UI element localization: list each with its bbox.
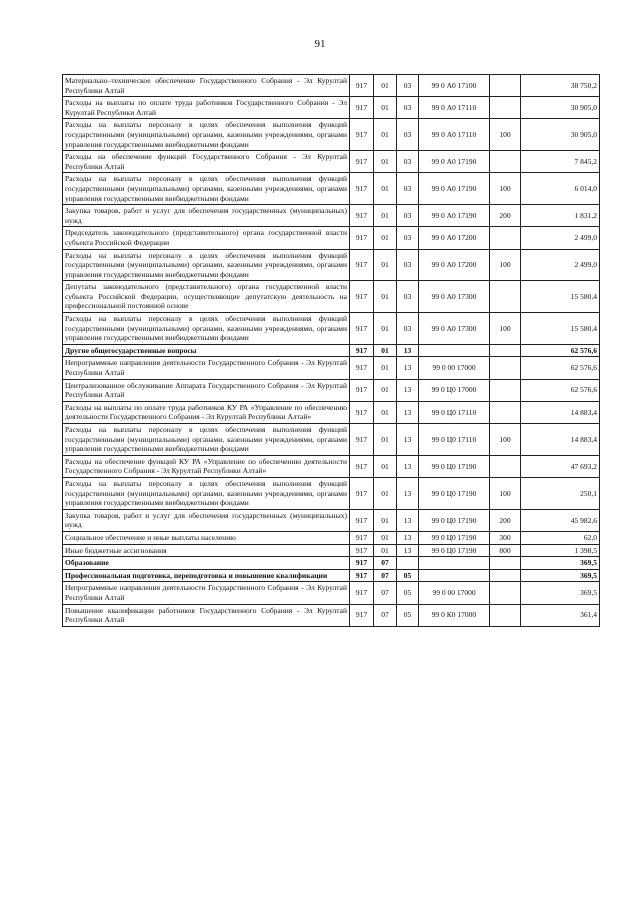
- amount-cell: 14 883,4: [521, 424, 600, 456]
- expense-type-cell: 100: [490, 477, 521, 509]
- amount-cell: 14 883,4: [521, 401, 600, 423]
- target-article-cell: [419, 557, 490, 570]
- row-name-cell: Образование: [63, 557, 350, 570]
- subsection-code-cell: 13: [397, 509, 419, 531]
- expense-type-cell: [490, 151, 521, 173]
- target-article-cell: 99 0 А0 17190: [419, 173, 490, 205]
- expense-type-cell: [490, 455, 521, 477]
- amount-cell: 369,5: [521, 569, 600, 582]
- amount-cell: 6 014,0: [521, 173, 600, 205]
- section-code-cell: 01: [374, 119, 397, 151]
- page-number: 91: [314, 38, 326, 50]
- expense-type-cell: [490, 75, 521, 97]
- expense-type-cell: 200: [490, 205, 521, 227]
- row-name-cell: Председатель законодательного (представительного) органа государственной власти субъекта Российской Федерации: [63, 227, 350, 249]
- row-name-cell: Расходы на выплаты персоналу в целях обеспечения выполнения функций государственными (муниципальными) органами, казенными учреждениями, органами управления государственными внебюджетными фондами: [63, 173, 350, 205]
- department-code-cell: 917: [350, 173, 374, 205]
- row-name-cell: Профессиональная подготовка, переподготовка и повышение квалификации: [63, 569, 350, 582]
- section-code-cell: 01: [374, 455, 397, 477]
- subsection-code-cell: 05: [397, 569, 419, 582]
- department-code-cell: 917: [350, 313, 374, 345]
- department-code-cell: 917: [350, 379, 374, 401]
- amount-cell: 38 750,2: [521, 75, 600, 97]
- subsection-code-cell: 03: [397, 173, 419, 205]
- amount-cell: 7 845,2: [521, 151, 600, 173]
- target-article-cell: 99 0 Ц0 17190: [419, 455, 490, 477]
- section-code-cell: 07: [374, 604, 397, 626]
- subsection-code-cell: 03: [397, 227, 419, 249]
- row-name-cell: Социальное обеспечение и иные выплаты населению: [63, 531, 350, 544]
- row-name-cell: Расходы на выплаты по оплате труда работников КУ РА «Управление по обеспечению деятельности Государственного Собрания - Эл Курултай Республики Алтай»: [63, 401, 350, 423]
- department-code-cell: 917: [350, 227, 374, 249]
- subsection-code-cell: 03: [397, 75, 419, 97]
- table-row: [63, 477, 600, 509]
- department-code-cell: 917: [350, 477, 374, 509]
- table-row: [63, 249, 600, 281]
- department-code-cell: 917: [350, 531, 374, 544]
- table-row: [63, 604, 600, 626]
- amount-cell: 62 576,6: [521, 344, 600, 357]
- amount-cell: 2 499,0: [521, 227, 600, 249]
- target-article-cell: 99 0 А0 17190: [419, 151, 490, 173]
- section-code-cell: 01: [374, 75, 397, 97]
- row-name-cell: Иные бюджетные ассигнования: [63, 544, 350, 557]
- target-article-cell: [419, 344, 490, 357]
- table-row: [63, 401, 600, 423]
- section-code-cell: 01: [374, 531, 397, 544]
- subsection-code-cell: 05: [397, 604, 419, 626]
- row-name-cell: Закупка товаров, работ и услуг для обеспечения государственных (муниципальных) нужд: [63, 205, 350, 227]
- expense-type-cell: [490, 379, 521, 401]
- expense-type-cell: 100: [490, 424, 521, 456]
- expense-type-cell: 100: [490, 249, 521, 281]
- table-row: [63, 205, 600, 227]
- section-code-cell: 01: [374, 477, 397, 509]
- amount-cell: 2 499,0: [521, 249, 600, 281]
- section-code-cell: 07: [374, 582, 397, 604]
- section-code-cell: 01: [374, 97, 397, 119]
- department-code-cell: 917: [350, 455, 374, 477]
- target-article-cell: 99 0 А0 17300: [419, 281, 490, 313]
- target-article-cell: 99 0 А0 17300: [419, 313, 490, 345]
- amount-cell: 62,0: [521, 531, 600, 544]
- subsection-code-cell: 13: [397, 424, 419, 456]
- table-row: [63, 569, 600, 582]
- amount-cell: 15 580,4: [521, 281, 600, 313]
- section-code-cell: 01: [374, 401, 397, 423]
- table-row: [63, 313, 600, 345]
- section-code-cell: 01: [374, 151, 397, 173]
- department-code-cell: 917: [350, 249, 374, 281]
- section-code-cell: 01: [374, 205, 397, 227]
- expense-type-cell: [490, 357, 521, 379]
- expense-type-cell: [490, 97, 521, 119]
- subsection-code-cell: 13: [397, 357, 419, 379]
- department-code-cell: 917: [350, 557, 374, 570]
- budget-table: [62, 74, 600, 627]
- table-row: [63, 227, 600, 249]
- section-code-cell: 01: [374, 509, 397, 531]
- department-code-cell: 917: [350, 75, 374, 97]
- department-code-cell: 917: [350, 569, 374, 582]
- amount-cell: 45 982,6: [521, 509, 600, 531]
- subsection-code-cell: 13: [397, 531, 419, 544]
- target-article-cell: 99 0 К0 17000: [419, 604, 490, 626]
- amount-cell: 15 580,4: [521, 313, 600, 345]
- target-article-cell: 99 0 00 17000: [419, 582, 490, 604]
- target-article-cell: 99 0 Ц0 17190: [419, 544, 490, 557]
- table-row: [63, 582, 600, 604]
- department-code-cell: 917: [350, 424, 374, 456]
- expense-type-cell: [490, 582, 521, 604]
- department-code-cell: 917: [350, 401, 374, 423]
- amount-cell: 250,1: [521, 477, 600, 509]
- amount-cell: 369,5: [521, 557, 600, 570]
- subsection-code-cell: 03: [397, 313, 419, 345]
- row-name-cell: Расходы на обеспечение функций Государственного Собрания - Эл Курултай Республики Алтай: [63, 151, 350, 173]
- table-row: [63, 509, 600, 531]
- section-code-cell: 07: [374, 569, 397, 582]
- section-code-cell: 01: [374, 227, 397, 249]
- department-code-cell: 917: [350, 281, 374, 313]
- table-row: [63, 97, 600, 119]
- department-code-cell: 917: [350, 544, 374, 557]
- table-row: [63, 455, 600, 477]
- section-code-cell: 07: [374, 557, 397, 570]
- row-name-cell: Расходы на обеспечение функций КУ РА «Управление по обеспечению деятельности Государственного Собрания - Эл Курултай Республики Алтай»: [63, 455, 350, 477]
- department-code-cell: 917: [350, 119, 374, 151]
- subsection-code-cell: 13: [397, 544, 419, 557]
- amount-cell: 30 905,0: [521, 119, 600, 151]
- subsection-code-cell: 03: [397, 249, 419, 281]
- table-row: [63, 557, 600, 570]
- expense-type-cell: 100: [490, 173, 521, 205]
- table-row: [63, 424, 600, 456]
- expense-type-cell: 100: [490, 119, 521, 151]
- section-code-cell: 01: [374, 424, 397, 456]
- expense-type-cell: [490, 344, 521, 357]
- expense-type-cell: [490, 569, 521, 582]
- amount-cell: 1 831,2: [521, 205, 600, 227]
- target-article-cell: 99 0 А0 17190: [419, 205, 490, 227]
- expense-type-cell: [490, 557, 521, 570]
- expense-type-cell: 200: [490, 509, 521, 531]
- subsection-code-cell: 03: [397, 151, 419, 173]
- subsection-code-cell: 03: [397, 281, 419, 313]
- table-row: [63, 151, 600, 173]
- department-code-cell: 917: [350, 151, 374, 173]
- target-article-cell: 99 0 А0 17110: [419, 97, 490, 119]
- row-name-cell: Централизованное обслуживание Аппарата Государственного Собрания - Эл Курултай Республики Алтай: [63, 379, 350, 401]
- row-name-cell: Расходы на выплаты персоналу в целях обеспечения выполнения функций государственными (муниципальными) органами, казенными учреждениями, органами управления государственными внебюджетными фондами: [63, 424, 350, 456]
- section-code-cell: 01: [374, 379, 397, 401]
- subsection-code-cell: 03: [397, 97, 419, 119]
- table-row: [63, 357, 600, 379]
- expense-type-cell: [490, 281, 521, 313]
- amount-cell: 47 693,2: [521, 455, 600, 477]
- table-row: [63, 173, 600, 205]
- row-name-cell: Закупка товаров, работ и услуг для обеспечения государственных (муниципальных) нужд: [63, 509, 350, 531]
- subsection-code-cell: 05: [397, 582, 419, 604]
- subsection-code-cell: 03: [397, 119, 419, 151]
- amount-cell: 30 905,0: [521, 97, 600, 119]
- department-code-cell: 917: [350, 97, 374, 119]
- target-article-cell: 99 0 Ц0 17110: [419, 424, 490, 456]
- target-article-cell: 99 0 Ц0 17000: [419, 379, 490, 401]
- subsection-code-cell: 13: [397, 455, 419, 477]
- section-code-cell: 01: [374, 281, 397, 313]
- section-code-cell: 01: [374, 357, 397, 379]
- table-row: [63, 531, 600, 544]
- section-code-cell: 01: [374, 173, 397, 205]
- target-article-cell: 99 0 А0 17200: [419, 249, 490, 281]
- amount-cell: 1 398,5: [521, 544, 600, 557]
- target-article-cell: 99 0 А0 17110: [419, 119, 490, 151]
- table-row: [63, 379, 600, 401]
- row-name-cell: Расходы на выплаты персоналу в целях обеспечения выполнения функций государственными (муниципальными) органами, казенными учреждениями, органами управления государственными внебюджетными фондами: [63, 249, 350, 281]
- table-row: [63, 544, 600, 557]
- row-name-cell: Расходы на выплаты по оплате труда работников Государственного Собрания - Эл Курултай Республики Алтай: [63, 97, 350, 119]
- row-name-cell: Расходы на выплаты персоналу в целях обеспечения выполнения функций государственными (муниципальными) органами, казенными учреждениями, органами управления государственными внебюджетными фондами: [63, 313, 350, 345]
- target-article-cell: 99 0 Ц0 17190: [419, 477, 490, 509]
- target-article-cell: 99 0 А0 17200: [419, 227, 490, 249]
- amount-cell: 369,5: [521, 582, 600, 604]
- section-code-cell: 01: [374, 344, 397, 357]
- department-code-cell: 917: [350, 344, 374, 357]
- department-code-cell: 917: [350, 604, 374, 626]
- department-code-cell: 917: [350, 205, 374, 227]
- table-row: [63, 281, 600, 313]
- table-row: [63, 119, 600, 151]
- expense-type-cell: 800: [490, 544, 521, 557]
- subsection-code-cell: 13: [397, 477, 419, 509]
- amount-cell: 361,4: [521, 604, 600, 626]
- target-article-cell: [419, 569, 490, 582]
- row-name-cell: Повышение квалификации работников Государственного Собрания - Эл Курултай Республики Алтай: [63, 604, 350, 626]
- subsection-code-cell: 13: [397, 401, 419, 423]
- subsection-code-cell: [397, 557, 419, 570]
- subsection-code-cell: 03: [397, 205, 419, 227]
- row-name-cell: Расходы на выплаты персоналу в целях обеспечения выполнения функций государственными (муниципальными) органами, казенными учреждениями, органами управления государственными внебюджетными фондами: [63, 119, 350, 151]
- row-name-cell: Непрограммные направления деятельности Государственного Собрания - Эл Курултай Республики Алтай: [63, 582, 350, 604]
- row-name-cell: Депутаты законодательного (представительного) органа государственной власти субъекта Российской Федерации, осуществляющие депутатскую деятельность на профессиональной постоянной основе: [63, 281, 350, 313]
- row-name-cell: Материально–техническое обеспечение Государственного Собрания - Эл Курултай Республики Алтай: [63, 75, 350, 97]
- expense-type-cell: [490, 604, 521, 626]
- target-article-cell: 99 0 Ц0 17110: [419, 401, 490, 423]
- department-code-cell: 917: [350, 509, 374, 531]
- department-code-cell: 917: [350, 582, 374, 604]
- amount-cell: 62 576,6: [521, 379, 600, 401]
- department-code-cell: 917: [350, 357, 374, 379]
- section-code-cell: 01: [374, 249, 397, 281]
- subsection-code-cell: 13: [397, 344, 419, 357]
- target-article-cell: 99 0 00 17000: [419, 357, 490, 379]
- subsection-code-cell: 13: [397, 379, 419, 401]
- section-code-cell: 01: [374, 313, 397, 345]
- row-name-cell: Расходы на выплаты персоналу в целях обеспечения выполнения функций государственными (муниципальными) органами, казенными учреждениями, органами управления государственными внебюджетными фондами: [63, 477, 350, 509]
- section-code-cell: 01: [374, 544, 397, 557]
- row-name-cell: Другие общегосударственные вопросы: [63, 344, 350, 357]
- row-name-cell: Непрограммные направления деятельности Государственного Собрания - Эл Курултай Республики Алтай: [63, 357, 350, 379]
- expense-type-cell: [490, 227, 521, 249]
- expense-type-cell: 100: [490, 313, 521, 345]
- table-row: [63, 75, 600, 97]
- target-article-cell: 99 0 А0 17100: [419, 75, 490, 97]
- target-article-cell: 99 0 Ц0 17190: [419, 531, 490, 544]
- table-row: [63, 344, 600, 357]
- amount-cell: 62 576,6: [521, 357, 600, 379]
- target-article-cell: 99 0 Ц0 17190: [419, 509, 490, 531]
- expense-type-cell: 300: [490, 531, 521, 544]
- expense-type-cell: [490, 401, 521, 423]
